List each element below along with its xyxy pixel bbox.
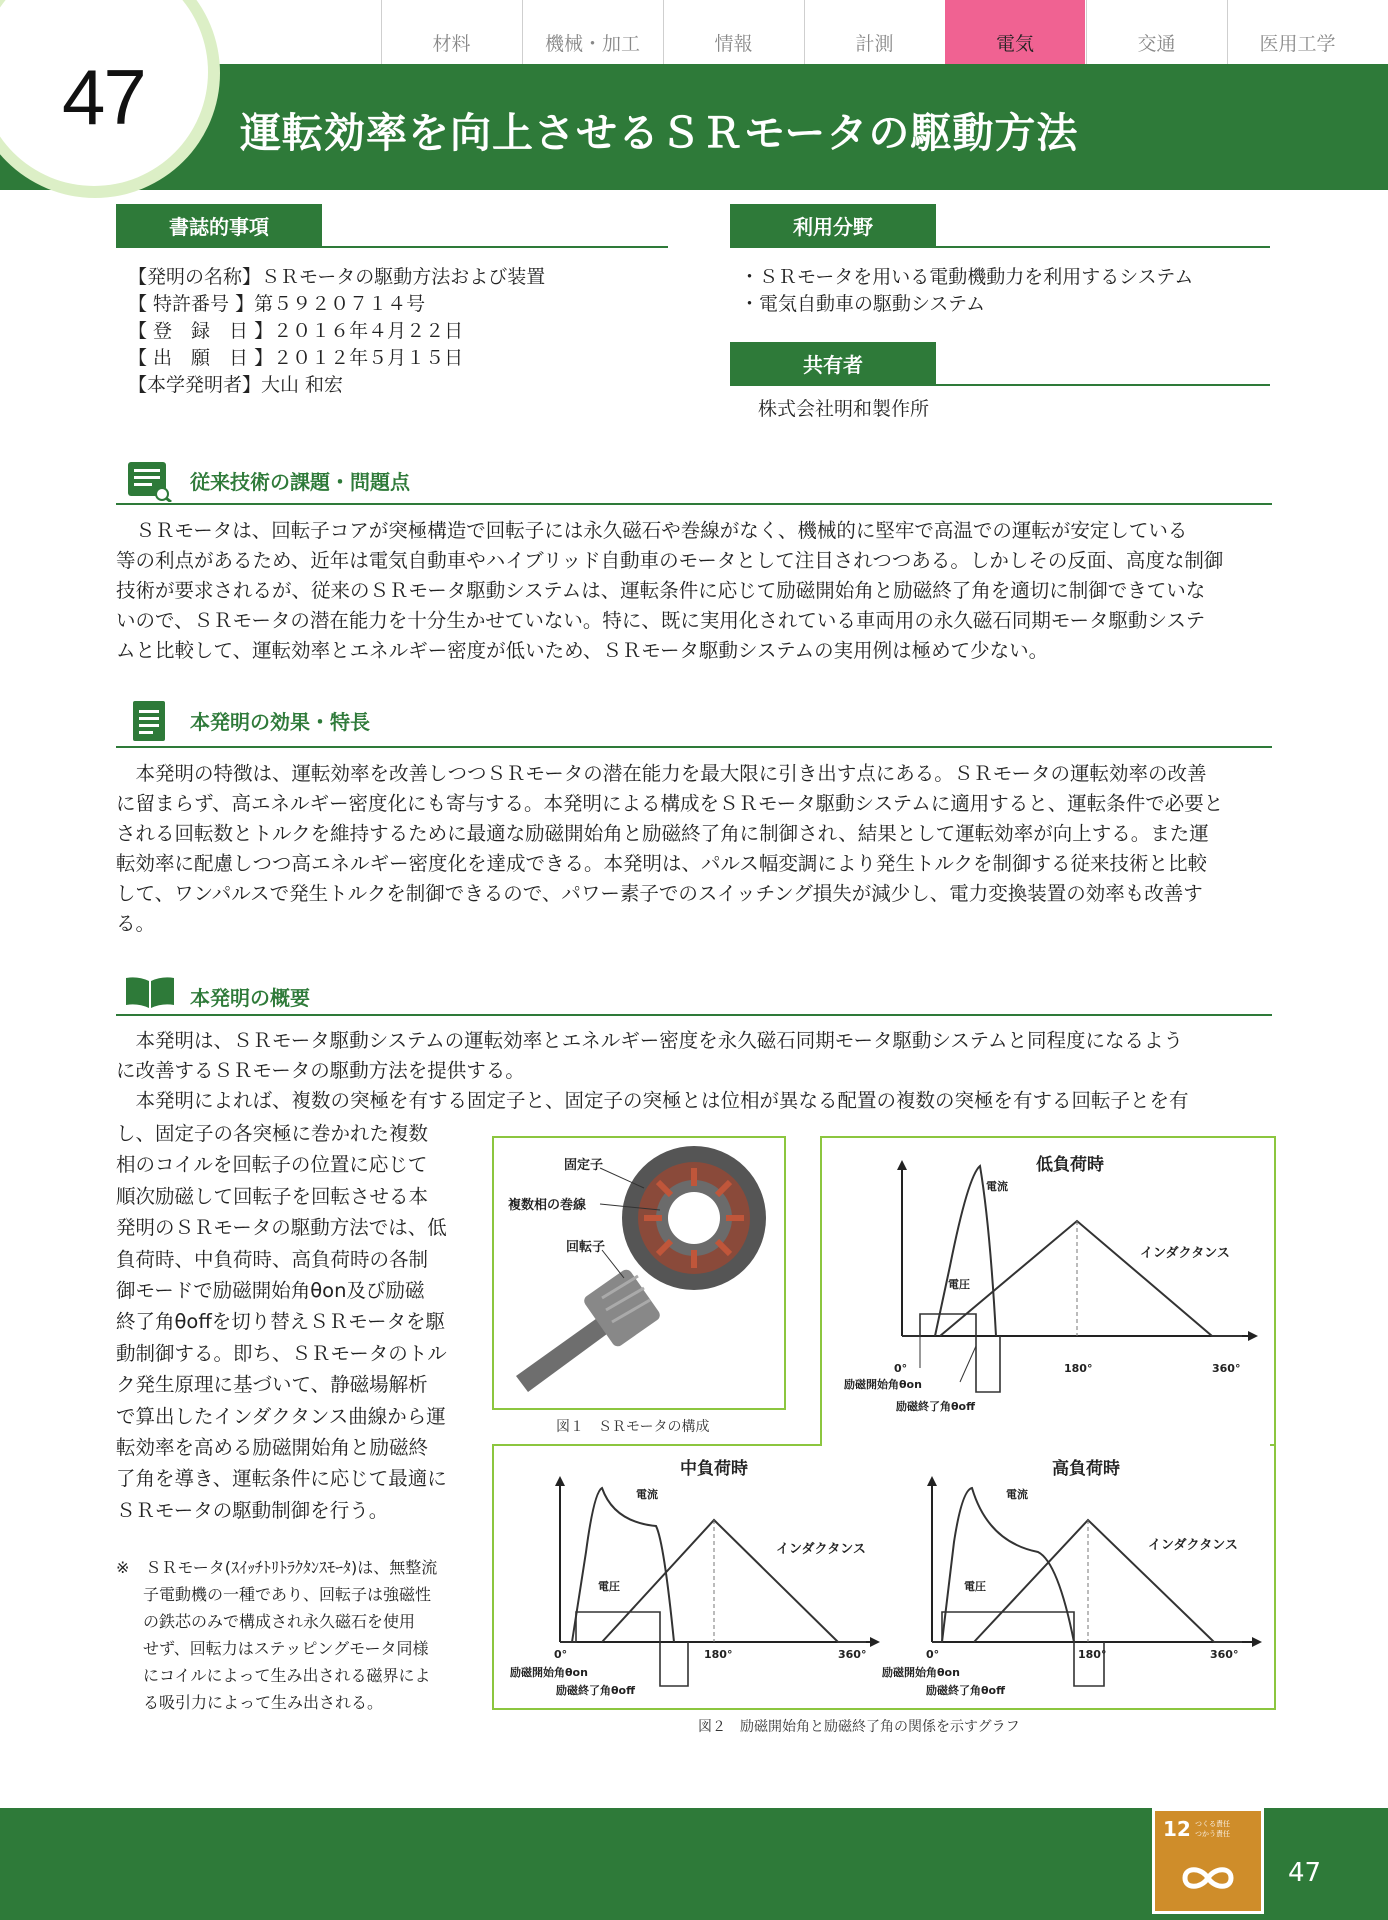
sdg-badge[interactable] (1152, 1808, 1264, 1914)
section2-title: 本発明の効果・特長 (190, 710, 370, 734)
s3-narrow-line: 了角を導き、運転条件に応じて最適に (116, 1467, 447, 1491)
section1-body (116, 516, 1276, 666)
section1-title: 従来技術の課題・問題点 (190, 470, 410, 494)
mid-voltage: 電圧 (598, 1580, 620, 1593)
usage-item-1: ・ＳＲモータを用いる電動機動力を利用するシステム (740, 266, 1194, 288)
category-tabs (381, 0, 1368, 64)
tab-information[interactable]: 情報 (663, 0, 803, 64)
high-voltage: 電圧 (964, 1580, 986, 1593)
s3-narrow-line: 発明のＳＲモータの駆動方法では、低 (116, 1216, 447, 1240)
note-line: にコイルによって生み出される磁界によ (143, 1666, 431, 1685)
low-x360: 360° (1212, 1362, 1241, 1375)
s2-line: る。 (116, 912, 156, 935)
filing-date: 【 出 願 日 】２０１２年５月１５日 (128, 347, 464, 369)
mid-title: 中負荷時 (680, 1459, 748, 1479)
section2-body (116, 759, 1276, 939)
mid-theta-off: 励磁終了角θoff (556, 1684, 636, 1697)
mid-theta-on: 励磁開始角θon (510, 1666, 588, 1679)
s1-line: ＳＲモータは、回転子コアが突極構造で回転子には永久磁石や巻線がなく、機械的に堅牢で高温での運転が安定している (116, 519, 1188, 542)
label-windings: 複数相の巻線 (508, 1198, 587, 1213)
low-x180: 180° (1064, 1362, 1093, 1375)
label-rotor: 回転子 (566, 1240, 606, 1255)
s2-line: 転効率に配慮しつつ高エネルギー密度化を達成できる。本発明は、パルス幅変調により発生トルクを制御する従来技術と比較 (116, 852, 1208, 875)
s3-narrow-line: 負荷時、中負荷時、高負荷時の各制 (116, 1247, 429, 1271)
high-theta-on: 励磁開始角θon (882, 1666, 960, 1679)
owner-rule (730, 384, 1270, 386)
biblio-rule (116, 246, 668, 248)
high-theta-off: 励磁終了角θoff (926, 1684, 1006, 1697)
sdg-text (1195, 1819, 1230, 1839)
s2-line: に留まらず、高エネルギー密度化にも寄与する。本発明による構成をＳＲモータ駆動システムに適用すると、運転条件で必要と (116, 792, 1224, 815)
s3-narrow-line: ク発生原理に基づいて、静磁場解析 (116, 1373, 428, 1397)
note-line: ※ ＳＲモータ(ｽｲｯﾁﾄﾘﾄﾗｸﾀﾝｽﾓｰﾀ)は、無整流 (116, 1558, 438, 1577)
s3-narrow-line: 転効率を高める励磁開始角と励磁終 (116, 1436, 429, 1460)
tab-transport[interactable]: 交通 (1086, 0, 1226, 64)
s3-narrow-line: し、固定子の各突極に巻かれた複数 (116, 1122, 429, 1145)
open-book-icon (122, 974, 178, 1010)
sr-motor-illustration (494, 1138, 784, 1408)
figure1-caption: 図１ ＳＲモータの構成 (556, 1419, 710, 1435)
s3-narrow-line: で算出したインダクタンス曲線から運 (116, 1404, 446, 1428)
footer-page-number: 47 (1288, 1858, 1322, 1888)
invention-name: 【発明の名称】ＳＲモータの駆動方法および装置 (128, 266, 546, 288)
document-icon (130, 698, 170, 744)
note-line: 子電動機の一種であり、回転子は強磁性 (143, 1585, 432, 1604)
sdg-number: 12 (1163, 1817, 1191, 1841)
inventor: 【本学発明者】大山 和宏 (128, 374, 344, 396)
label-stator: 固定子 (564, 1158, 604, 1173)
section3-narrow (116, 1118, 476, 1526)
page-number: 47 (62, 53, 145, 141)
owner-name: 株式会社明和製作所 (758, 398, 930, 420)
section1-rule (116, 503, 1272, 505)
infinity-icon (1177, 1861, 1239, 1895)
low-title: 低負荷時 (1036, 1155, 1104, 1175)
sdg-text-2: つかう責任 (1195, 1830, 1230, 1838)
s3-narrow-line: 御モードで励磁開始角θon及び励磁 (116, 1279, 425, 1303)
registration-date: 【 登 録 日 】２０１６年４月２２日 (128, 320, 464, 342)
high-current: 電流 (1006, 1488, 1028, 1501)
high-x360: 360° (1210, 1648, 1239, 1661)
current-curve (942, 1488, 1074, 1642)
s2-line: して、ワンパルスで発生トルクを制御できるので、パワー素子でのスイッチング損失が減少し、電力変換装置の効率も改善す (116, 882, 1203, 905)
mid-x180: 180° (704, 1648, 733, 1661)
mid-x360: 360° (838, 1648, 867, 1661)
note-line: せず、回転力はステッピングモータ同様 (143, 1639, 429, 1658)
usage-body (740, 264, 1270, 318)
section2-rule (116, 746, 1272, 748)
s3-line: 本発明は、ＳＲモータ駆動システムの運転効率とエネルギー密度を永久磁石同期モータ駆動システムと同程度になるよう (116, 1029, 1184, 1052)
owner-label: 共有者 (730, 342, 936, 384)
tab-medical[interactable]: 医用工学 (1227, 0, 1367, 64)
s2-line: される回転数とトルクを維持するために最適な励磁開始角と励磁終了角に制御され、結果として運転効率が向上する。また運 (116, 822, 1209, 845)
low-theta-off: 励磁終了角θoff (896, 1400, 976, 1413)
high-x0: 0° (926, 1648, 940, 1661)
s3-narrow-line: 動制御する。即ち、ＳＲモータのトル (116, 1341, 447, 1365)
high-x180: 180° (1078, 1648, 1107, 1661)
document-search-icon (124, 458, 174, 502)
low-inductance: インダクタンス (1140, 1246, 1230, 1261)
footnote (116, 1554, 476, 1716)
mid-current: 電流 (636, 1488, 658, 1501)
s3-narrow-line: 順次励磁して回転子を回転させる本 (116, 1184, 429, 1208)
low-current: 電流 (986, 1180, 1008, 1193)
low-theta-on: 励磁開始角θon (844, 1378, 922, 1391)
biblio-body (128, 264, 668, 399)
s3-line: 本発明によれば、複数の突極を有する固定子と、固定子の突極とは位相が異なる配置の複数の突極を有する回転子とを有 (116, 1089, 1189, 1112)
tab-materials[interactable]: 材料 (381, 0, 521, 64)
sdg-text-1: つくる責任 (1195, 1820, 1230, 1828)
section3-intro (116, 1026, 1276, 1116)
mid-inductance: インダクタンス (776, 1542, 866, 1557)
tab-machinery[interactable]: 機械・加工 (522, 0, 662, 64)
usage-label: 利用分野 (730, 204, 936, 246)
page-title: 運転効率を向上させるＳＲモータの駆動方法 (240, 109, 1079, 157)
inductance-curve (940, 1221, 1242, 1336)
low-voltage: 電圧 (948, 1278, 970, 1291)
tab-electrical[interactable]: 電気 (945, 0, 1085, 64)
figure1-frame (492, 1136, 786, 1410)
biblio-label: 書誌的事項 (116, 204, 322, 246)
low-x0: 0° (894, 1362, 908, 1375)
frame-joint (822, 1440, 1270, 1448)
s1-line: 等の利点があるため、近年は電気自動車やハイブリッド自動車のモータとして注目されつつある。しかしその反面、高度な制御 (116, 549, 1224, 572)
usage-item-2: ・電気自動車の駆動システム (740, 293, 986, 315)
s3-line: に改善するＳＲモータの駆動方法を提供する。 (116, 1059, 525, 1082)
tab-measurement[interactable]: 計測 (804, 0, 944, 64)
section3-rule (116, 1014, 1272, 1016)
s3-narrow-line: 終了角θoffを切り替えＳＲモータを駆 (116, 1310, 446, 1334)
note-line: の鉄芯のみで構成され永久磁石を使用 (143, 1612, 416, 1631)
usage-rule (730, 246, 1270, 248)
s1-line: ムと比較して、運転効率とエネルギー密度が低いため、ＳＲモータ駆動システムの実用例は極めて少ない。 (116, 639, 1049, 662)
note-line: る吸引力によって生み出される。 (143, 1693, 384, 1712)
s3-narrow-line: 相のコイルを回転子の位置に応じて (116, 1153, 428, 1177)
mid-x0: 0° (554, 1648, 568, 1661)
s1-line: いので、ＳＲモータの潜在能力を十分生かせていない。特に、既に実用化されている車両用の永久磁石同期モータ駆動システ (116, 609, 1206, 632)
figure2-caption: 図２ 励磁開始角と励磁終了角の関係を示すグラフ (698, 1719, 1020, 1735)
high-title: 高負荷時 (1052, 1459, 1120, 1479)
s3-narrow-line: ＳＲモータの駆動制御を行う。 (116, 1498, 389, 1522)
s1-line: 技術が要求されるが、従来のＳＲモータ駆動システムは、運転条件に応じて励磁開始角と励磁終了角を適切に制御できていな (116, 579, 1206, 602)
patent-number: 【 特許番号 】第５９２０７１４号 (128, 293, 426, 315)
high-inductance: インダクタンス (1148, 1538, 1238, 1553)
section3-title: 本発明の概要 (190, 986, 310, 1010)
s2-line: 本発明の特徴は、運転効率を改善しつつＳＲモータの潜在能力を最大限に引き出す点にある。ＳＲモータの運転効率の改善 (116, 762, 1207, 785)
